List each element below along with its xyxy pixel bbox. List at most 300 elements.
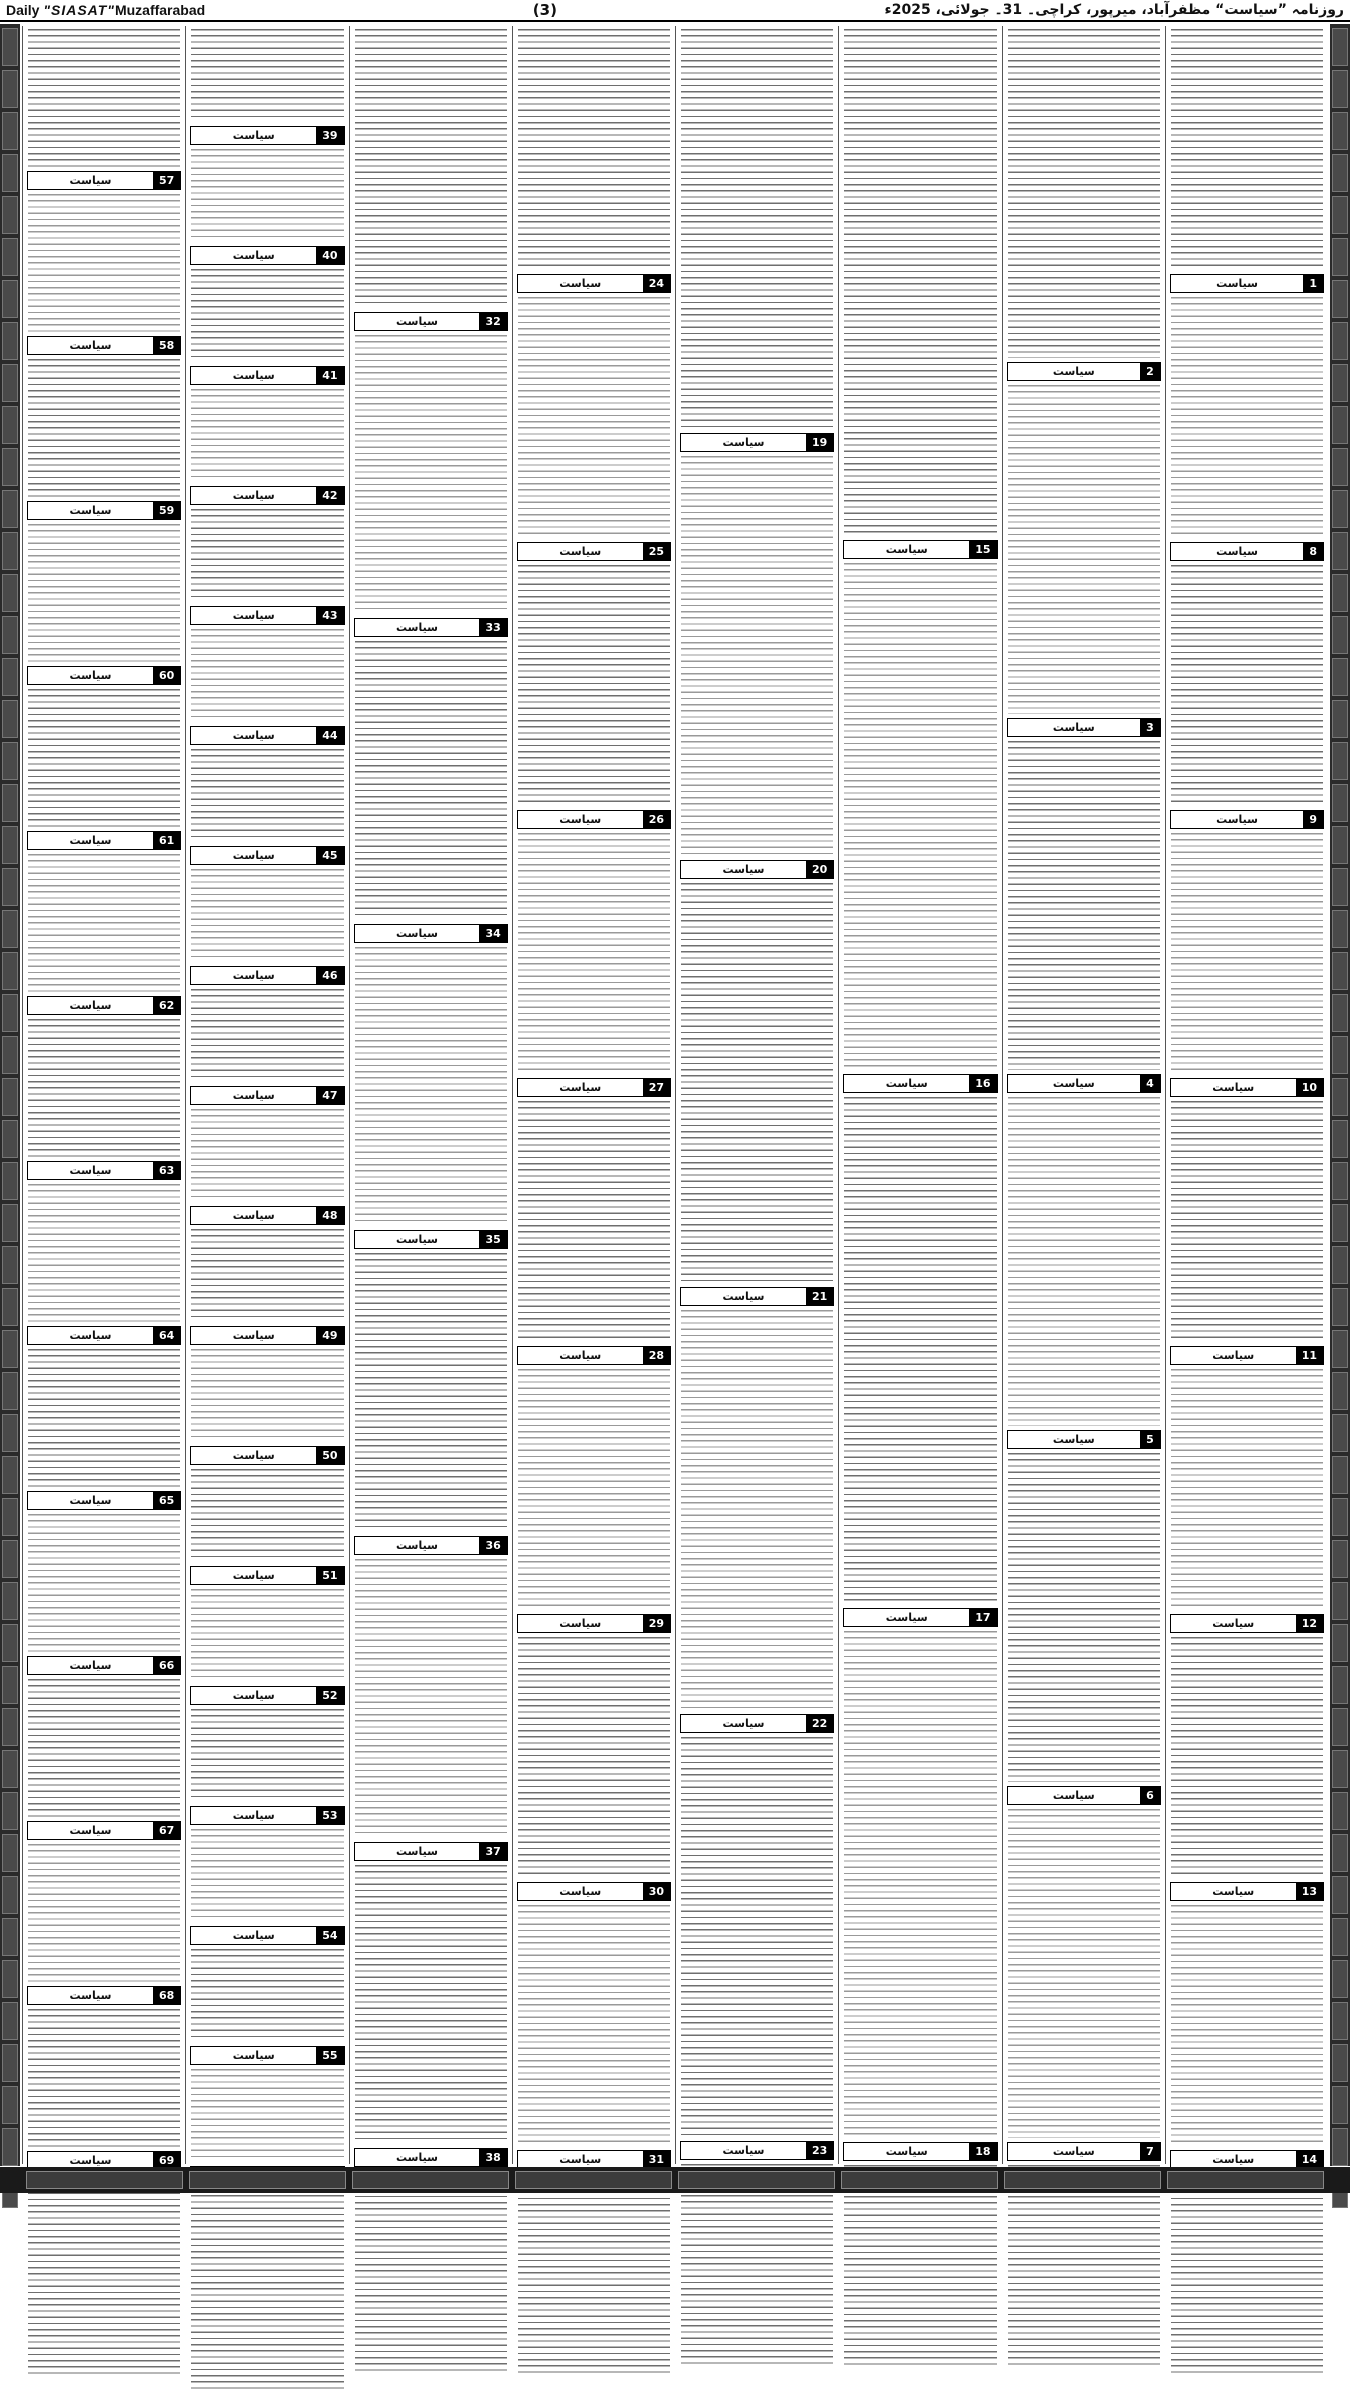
notice-header — [354, 618, 508, 637]
notice-number: 10 — [1296, 1079, 1323, 1096]
notice-label: سیاست — [69, 1164, 112, 1177]
page-number: (3) — [532, 1, 557, 19]
notice-label: سیاست — [69, 1494, 112, 1507]
notice-header — [680, 1287, 834, 1306]
notice-text — [191, 1109, 343, 1202]
notice-number: 46 — [316, 967, 343, 984]
notice-text — [1008, 385, 1160, 714]
rail-segment — [1332, 1834, 1348, 1872]
notice-number: 51 — [316, 1567, 343, 1584]
notice-label: سیاست — [1212, 1349, 1255, 1362]
rail-segment — [1332, 448, 1348, 486]
notice-label: سیاست — [396, 315, 438, 328]
notice-text — [844, 1631, 996, 2138]
notice-text — [681, 883, 833, 1283]
notice-label: سیاست — [1052, 1789, 1095, 1802]
rail-segment — [2, 1372, 18, 1410]
rail-segment — [2, 1036, 18, 1074]
notice-text — [28, 1514, 180, 1652]
notice-number: 61 — [153, 832, 180, 849]
notice-number: 5 — [1140, 1431, 1160, 1448]
rail-segment — [1332, 1456, 1348, 1494]
notice-label: سیاست — [232, 849, 275, 862]
notice-text — [518, 1101, 670, 1342]
notice-number: 50 — [316, 1447, 343, 1464]
notice-header — [27, 501, 181, 520]
rail-segment — [2, 1120, 18, 1158]
notice-header — [680, 2141, 834, 2160]
notice-text — [1008, 1097, 1160, 1426]
notice-text — [681, 2164, 833, 2364]
rail-segment — [1332, 1204, 1348, 1242]
rail-segment — [1332, 1960, 1348, 1998]
rail-segment — [2, 910, 18, 948]
notice-text — [28, 359, 180, 497]
notice-number: 23 — [806, 2142, 833, 2159]
rail-segment — [1332, 1078, 1348, 1116]
notice-text — [191, 1709, 343, 1802]
notice-header — [190, 606, 344, 625]
notice-header — [190, 1446, 344, 1465]
notice-header — [27, 1821, 181, 1840]
notice-header — [680, 1714, 834, 1733]
notice-number: 13 — [1296, 1883, 1323, 1900]
notice-text — [681, 1310, 833, 1710]
rail-segment — [1332, 1918, 1348, 1956]
notice-text — [518, 833, 670, 1074]
notice-text — [28, 854, 180, 992]
rail-segment — [2, 70, 18, 108]
notice-number: 67 — [153, 1822, 180, 1839]
notice-header — [354, 1842, 508, 1861]
notice-label: سیاست — [69, 2154, 112, 2167]
notice-label: سیاست — [722, 436, 765, 449]
notice-number: 40 — [316, 247, 343, 264]
notice-number: 59 — [153, 502, 180, 519]
rail-segment — [1332, 910, 1348, 948]
notice-text — [1171, 1637, 1323, 1878]
notice-number: 58 — [153, 337, 180, 354]
rail-segment — [2, 112, 18, 150]
rail-segment — [1332, 574, 1348, 612]
notice-text — [1171, 833, 1323, 1074]
rail-segment — [2, 448, 18, 486]
notice-header — [680, 433, 834, 452]
notice-number: 28 — [643, 1347, 670, 1364]
notice-number: 11 — [1296, 1347, 1323, 1364]
notice-number: 26 — [643, 811, 670, 828]
notice-header — [1170, 1346, 1324, 1365]
rail-segment — [2, 1246, 18, 1284]
notice-number: 48 — [316, 1207, 343, 1224]
rail-segment — [1332, 1372, 1348, 1410]
footer-box — [189, 2171, 346, 2189]
notice-label: سیاست — [1052, 2145, 1095, 2158]
notice-label: سیاست — [232, 1809, 275, 1822]
rail-segment — [1332, 742, 1348, 780]
notice-number: 62 — [153, 997, 180, 1014]
notice-text — [1008, 1809, 1160, 2138]
notice-number: 60 — [153, 667, 180, 684]
notice-text — [191, 749, 343, 842]
notice-number: 66 — [153, 1657, 180, 1674]
notice-header — [354, 1536, 508, 1555]
notice-label: سیاست — [232, 369, 275, 382]
notice-number: 33 — [479, 619, 506, 636]
notice-label: سیاست — [232, 249, 275, 262]
notice-label: سیاست — [1212, 1617, 1255, 1630]
notice-number: 27 — [643, 1079, 670, 1096]
notice-label: سیاست — [232, 609, 275, 622]
notice-label: سیاست — [885, 543, 928, 556]
notice-text — [355, 1865, 507, 2144]
notice-number: 39 — [316, 127, 343, 144]
rail-segment — [2, 1960, 18, 1998]
rail-segment — [2, 616, 18, 654]
notice-number: 49 — [316, 1327, 343, 1344]
notice-text — [355, 641, 507, 920]
notice-text — [1008, 741, 1160, 1070]
notice-number: 6 — [1140, 1787, 1160, 1804]
notice-text — [28, 29, 180, 167]
rail-segment — [2, 280, 18, 318]
rail-segment — [1332, 952, 1348, 990]
notice-number: 29 — [643, 1615, 670, 1632]
notice-column — [185, 26, 348, 2164]
notice-text — [355, 2171, 507, 2371]
notice-text — [191, 1469, 343, 1562]
notice-text — [191, 629, 343, 722]
notice-label: سیاست — [559, 1885, 602, 1898]
notice-number: 32 — [479, 313, 506, 330]
notice-header — [354, 1230, 508, 1249]
notice-number: 45 — [316, 847, 343, 864]
right-border-rail — [1330, 24, 1350, 2166]
rail-segment — [1332, 154, 1348, 192]
notice-number: 8 — [1303, 543, 1323, 560]
notice-label: سیاست — [1052, 721, 1095, 734]
notice-label: سیاست — [396, 2151, 438, 2164]
notice-number: 42 — [316, 487, 343, 504]
notice-number: 53 — [316, 1807, 343, 1824]
notice-label: سیاست — [232, 2049, 275, 2062]
rail-segment — [2, 1498, 18, 1536]
notice-label: سیاست — [1216, 545, 1258, 558]
notice-label: سیاست — [232, 1929, 275, 1942]
notice-header — [1170, 274, 1324, 293]
footer-box — [352, 2171, 509, 2189]
page-header — [0, 0, 1350, 22]
notice-text — [681, 1737, 833, 2137]
notice-text — [28, 2174, 180, 2374]
notice-label: سیاست — [232, 969, 275, 982]
notice-header — [27, 666, 181, 685]
notice-label: سیاست — [722, 2144, 765, 2157]
notice-label: سیاست — [396, 1539, 438, 1552]
notice-text — [28, 1184, 180, 1322]
notice-number: 43 — [316, 607, 343, 624]
rail-segment — [2, 1750, 18, 1788]
notice-number: 36 — [479, 1537, 506, 1554]
notice-text — [1171, 1905, 1323, 2146]
notice-header — [27, 336, 181, 355]
notice-label: سیاست — [396, 621, 438, 634]
rail-segment — [1332, 1120, 1348, 1158]
notice-text — [355, 335, 507, 614]
notice-number: 30 — [643, 1883, 670, 1900]
notice-header — [1170, 1882, 1324, 1901]
notice-number: 54 — [316, 1927, 343, 1944]
notice-number: 7 — [1140, 2143, 1160, 2160]
notice-number: 69 — [153, 2152, 180, 2169]
notice-text — [355, 29, 507, 308]
notice-text — [28, 1844, 180, 1982]
notice-number: 21 — [806, 1288, 833, 1305]
notice-label: سیاست — [559, 1081, 602, 1094]
rail-segment — [1332, 658, 1348, 696]
notice-header — [680, 860, 834, 879]
notice-header — [190, 2046, 344, 2065]
notice-label: سیاست — [885, 1077, 928, 1090]
notice-text — [191, 989, 343, 1082]
notice-text — [191, 1829, 343, 1922]
notice-label: سیاست — [69, 1824, 112, 1837]
notice-number: 47 — [316, 1087, 343, 1104]
notice-text — [355, 947, 507, 1226]
notice-number: 25 — [643, 543, 670, 560]
rail-segment — [1332, 1540, 1348, 1578]
rail-segment — [2, 1414, 18, 1452]
notice-label: سیاست — [1216, 277, 1258, 290]
notice-text — [191, 269, 343, 362]
rail-segment — [1332, 1498, 1348, 1536]
notice-text — [28, 689, 180, 827]
notice-text — [355, 1559, 507, 1838]
rail-segment — [2, 1624, 18, 1662]
notice-header — [27, 1491, 181, 1510]
rail-segment — [2, 406, 18, 444]
rail-segment — [2, 2002, 18, 2040]
notice-header — [517, 1882, 671, 1901]
notice-header — [1170, 542, 1324, 561]
notice-header — [190, 1326, 344, 1345]
notice-label: سیاست — [232, 1329, 275, 1342]
notice-text — [1171, 2173, 1323, 2373]
rail-segment — [1332, 322, 1348, 360]
notice-header — [190, 486, 344, 505]
notice-text — [1171, 565, 1323, 806]
notice-header — [27, 1656, 181, 1675]
rail-segment — [2, 574, 18, 612]
notice-text — [518, 297, 670, 538]
rail-segment — [2, 196, 18, 234]
notice-label: سیاست — [559, 1617, 602, 1630]
notice-number: 41 — [316, 367, 343, 384]
rail-segment — [1332, 1666, 1348, 1704]
rail-segment — [2, 1078, 18, 1116]
notice-header — [843, 1608, 997, 1627]
rail-segment — [2, 1666, 18, 1704]
notice-text — [1171, 1101, 1323, 1342]
notice-text — [518, 2173, 670, 2373]
left-border-rail — [0, 24, 20, 2166]
notice-number: 57 — [153, 172, 180, 189]
notice-label: سیاست — [232, 1209, 275, 1222]
notice-label: سیاست — [232, 129, 275, 142]
rail-segment — [1332, 1792, 1348, 1830]
notice-header — [27, 831, 181, 850]
notice-label: سیاست — [1052, 1433, 1095, 1446]
notice-label: سیاست — [722, 1290, 765, 1303]
notice-number: 68 — [153, 1987, 180, 2004]
notice-label: سیاست — [232, 1569, 275, 1582]
notice-number: 52 — [316, 1687, 343, 1704]
rail-segment — [2, 1540, 18, 1578]
notice-header — [1007, 1786, 1161, 1805]
notice-label: سیاست — [69, 339, 112, 352]
notice-header — [1007, 1074, 1161, 1093]
rail-segment — [2, 1204, 18, 1242]
notice-header — [190, 1566, 344, 1585]
masthead-right: روزنامہ ”سیاست“ مظفرآباد، میرپور، کراچی۔ 31۔ جولائی، 2025ء — [884, 2, 1344, 18]
notice-label: سیاست — [396, 1233, 438, 1246]
notice-text — [191, 389, 343, 482]
masthead-name: "SIASAT" — [43, 2, 115, 18]
rail-segment — [1332, 2044, 1348, 2082]
rail-segment — [2, 1162, 18, 1200]
notice-label: سیاست — [1216, 813, 1258, 826]
notice-label: سیاست — [69, 999, 112, 1012]
notice-label: سیاست — [559, 545, 602, 558]
notice-label: سیاست — [69, 834, 112, 847]
notice-header — [190, 1686, 344, 1705]
rail-segment — [2, 1288, 18, 1326]
notice-label: سیاست — [69, 1659, 112, 1672]
notice-text — [191, 149, 343, 242]
notice-label: سیاست — [69, 1989, 112, 2002]
notice-text — [518, 29, 670, 270]
notice-number: 2 — [1140, 363, 1160, 380]
rail-segment — [1332, 1708, 1348, 1746]
notice-text — [844, 29, 996, 536]
notice-header — [27, 1326, 181, 1345]
notice-text — [191, 1589, 343, 1682]
notice-number: 63 — [153, 1162, 180, 1179]
notice-header — [190, 1206, 344, 1225]
notice-header — [27, 996, 181, 1015]
notice-text — [844, 1097, 996, 1604]
rail-segment — [2, 1918, 18, 1956]
notice-header — [517, 542, 671, 561]
notice-header — [1007, 718, 1161, 737]
masthead-city: Muzaffarabad — [114, 2, 206, 18]
footer-box — [26, 2171, 183, 2189]
notice-label: سیاست — [722, 863, 765, 876]
notice-header — [1170, 1614, 1324, 1633]
rail-segment — [1332, 112, 1348, 150]
notice-label: سیاست — [559, 1349, 602, 1362]
notice-text — [28, 2009, 180, 2147]
notice-header — [517, 810, 671, 829]
notice-number: 22 — [806, 1715, 833, 1732]
notice-text — [355, 1253, 507, 1532]
notice-number: 20 — [806, 861, 833, 878]
notice-header — [354, 924, 508, 943]
notice-label: سیاست — [232, 1449, 275, 1462]
notice-label: سیاست — [396, 927, 438, 940]
notice-text — [518, 1905, 670, 2146]
notice-number: 3 — [1140, 719, 1160, 736]
notice-label: سیاست — [232, 1089, 275, 1102]
rail-segment — [1332, 616, 1348, 654]
rail-segment — [1332, 28, 1348, 66]
masthead-prefix: Daily — [6, 2, 44, 18]
notice-number: 16 — [969, 1075, 996, 1092]
rail-segment — [1332, 196, 1348, 234]
notice-column — [1165, 26, 1328, 2164]
notice-column — [22, 26, 185, 2167]
notice-number: 18 — [969, 2143, 996, 2160]
notice-number: 44 — [316, 727, 343, 744]
rail-segment — [2, 1792, 18, 1830]
notice-label: سیاست — [396, 1845, 438, 1858]
notice-number: 4 — [1140, 1075, 1160, 1092]
rail-segment — [2, 238, 18, 276]
notice-text — [518, 565, 670, 806]
notice-header — [190, 1806, 344, 1825]
rail-segment — [1332, 1246, 1348, 1284]
notice-text — [1171, 29, 1323, 270]
notice-header — [517, 1614, 671, 1633]
notice-header — [517, 1346, 671, 1365]
rail-segment — [1332, 238, 1348, 276]
rail-segment — [1332, 2128, 1348, 2166]
notice-number: 65 — [153, 1492, 180, 1509]
notice-label: سیاست — [722, 1717, 765, 1730]
notice-text — [1171, 297, 1323, 538]
rail-segment — [2, 784, 18, 822]
notice-number: 9 — [1303, 811, 1323, 828]
notice-label: سیاست — [1212, 1081, 1255, 1094]
notice-text — [28, 1019, 180, 1157]
rail-segment — [1332, 1162, 1348, 1200]
notice-header — [1170, 810, 1324, 829]
notice-label: سیاست — [69, 504, 112, 517]
rail-segment — [2, 868, 18, 906]
rail-segment — [1332, 280, 1348, 318]
notice-header — [1007, 362, 1161, 381]
notice-label: سیاست — [559, 2153, 602, 2166]
footer-box — [1167, 2171, 1324, 2189]
rail-segment — [2, 364, 18, 402]
rail-segment — [1332, 1876, 1348, 1914]
rail-segment — [2, 1834, 18, 1872]
rail-segment — [2, 532, 18, 570]
notice-label: سیاست — [1212, 1885, 1255, 1898]
notice-text — [191, 2069, 343, 2162]
rail-segment — [2, 28, 18, 66]
notice-number: 35 — [479, 1231, 506, 1248]
notice-text — [518, 1637, 670, 1878]
rail-segment — [2, 1708, 18, 1746]
rail-segment — [2, 2128, 18, 2166]
notice-label: سیاست — [232, 729, 275, 742]
rail-segment — [1332, 2002, 1348, 2040]
rail-segment — [1332, 1624, 1348, 1662]
rail-segment — [2, 490, 18, 528]
notice-header — [27, 171, 181, 190]
notice-header — [190, 366, 344, 385]
